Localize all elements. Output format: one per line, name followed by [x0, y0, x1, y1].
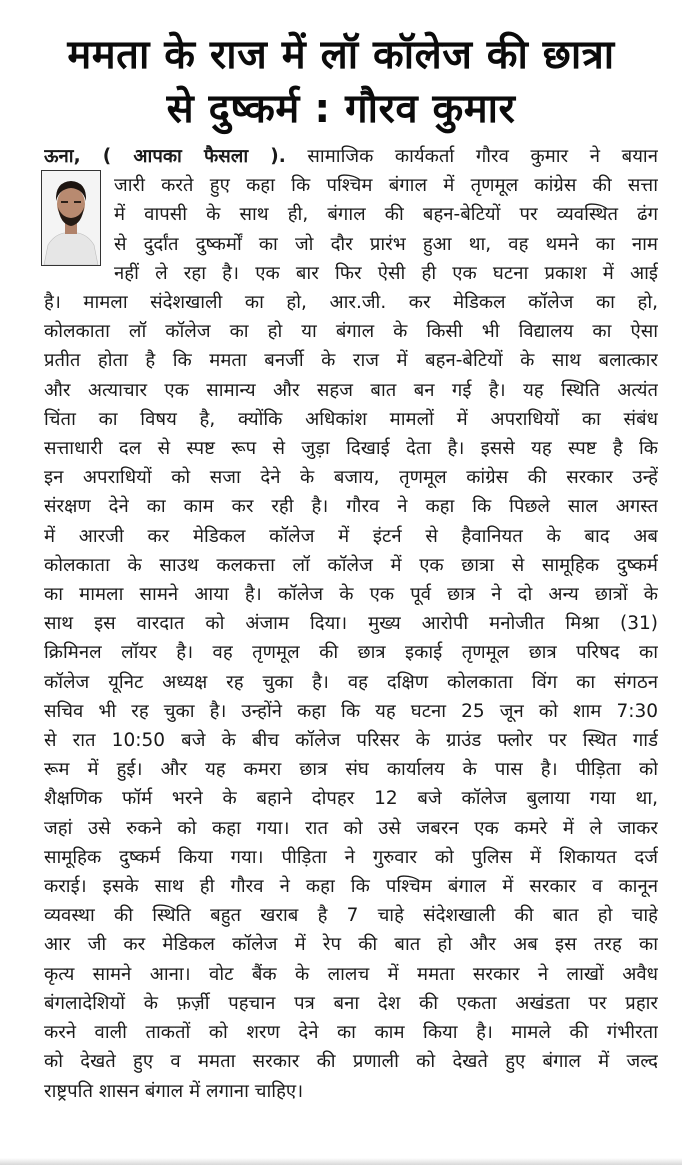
body-line-27: व्यवस्था की स्थिति बहुत खराब है 7 चाहे संदेशखाली की बात हो चाहे	[44, 905, 658, 927]
body-line-7: कोलकाता लॉ कॉलेज का हो या बंगाल के किसी भी विद्यालय का ऐसा	[44, 321, 658, 343]
body-line-24: जहां उसे रुकने को कहा गया। रात को उसे जबरन एक कमरे में ले जाकर	[44, 817, 658, 839]
next-article-cutoff	[0, 1158, 682, 1165]
body-line-1	[44, 142, 658, 171]
body-line-2: जारी करते हुए कहा कि पश्चिम बंगाल में तृणमूल कांग्रेस की सत्ता	[114, 175, 658, 197]
body-line-32: को देखते हुए व ममता सरकार की प्रणाली को देखते हुए बंगाल में जल्द	[44, 1051, 658, 1073]
body-line-13: संरक्षण देने का काम कर रही है। गौरव ने कहा कि पिछले साल अगस्त	[44, 496, 658, 518]
headline	[10, 28, 672, 136]
body-text: सामाजिक कार्यकर्ता गौरव कुमार ने बयान	[307, 146, 658, 167]
body-line-9: और अत्याचार एक सामान्य और सहज बात बन गई है। यह स्थिति अत्यंत	[44, 379, 658, 401]
body-line-25: सामूहिक दुष्कर्म किया गया। पीड़िता ने गुरुवार को पुलिस में शिकायत दर्ज	[44, 846, 658, 868]
article-body	[44, 142, 658, 1106]
body-line-6: है। मामला संदेशखाली का हो, आर.जी. कर मेडिकल कॉलेज का हो,	[44, 292, 658, 314]
headline-line-1: ममता के राज में लॉ कॉलेज की छात्रा	[67, 32, 615, 78]
body-line-3: में वापसी के साथ ही, बंगाल की बहन-बेटियों पर व्यवस्थित ढंग	[114, 204, 658, 226]
headline-line-2: से दुष्कर्म : गौरव कुमार	[166, 86, 516, 132]
body-line-29: कृत्य सामने आना। वोट बैंक के लालच में ममता सरकार ने लाखों अवैध	[44, 963, 658, 985]
body-line-17: साथ इस वारदात को अंजाम दिया। मुख्य आरोपी मनोजीत मिश्रा (31)	[44, 613, 658, 635]
body-line-14: में आरजी कर मेडिकल कॉलेज में इंटर्न से हैवानियत के बाद अब	[44, 525, 658, 547]
body-line-20: सचिव भी रह चुका है। उन्होंने कहा कि यह घटना 25 जून को शाम 7:30	[44, 700, 658, 722]
body-line-8: प्रतीत होता है कि ममता बनर्जी के राज में बहन-बेटियों के साथ बलात्कार	[44, 350, 658, 372]
body-line-30: बंगलादेशियों के फ़र्ज़ी पहचान पत्र बना देश की एकता अखंडता पर प्रहार	[44, 992, 658, 1014]
body-line-4: से दुर्दांत दुष्कर्मों का जो दौर प्रारंभ हुआ था, वह थमने का नाम	[114, 233, 658, 255]
dateline: ऊना, ( आपका फैसला ).	[44, 146, 286, 167]
body-line-33: राष्ट्रपति शासन बंगाल में लगाना चाहिए।	[44, 1080, 304, 1102]
body-line-26: कराई। इसके साथ ही गौरव ने कहा कि पश्चिम बंगाल में सरकार व कानून	[44, 876, 658, 898]
body-line-10: चिंता का विषय है, क्योंकि अधिकांश मामलों में अपराधियों का संबंध	[44, 408, 658, 430]
body-line-22: रूम में हुई। और यह कमरा छात्र संघ कार्यालय के पास है। पीड़िता को	[44, 759, 658, 781]
body-line-5: नहीं ले रहा है। एक बार फिर ऐसी ही एक घटना प्रकाश में आई	[114, 262, 658, 284]
body-line-19: कॉलेज यूनिट अध्यक्ष रह चुका है। वह दक्षिण कोलकाता विंग का संगठन	[44, 671, 658, 693]
body-line-31: करने वाली ताकतों को शरण देने का काम किया है। मामले की गंभीरता	[44, 1022, 658, 1044]
body-line-11: सत्ताधारी दल से स्पष्ट रूप से जुड़ा दिखाई देता है। इससे यह स्पष्ट है कि	[44, 438, 658, 460]
body-line-15: कोलकाता के साउथ कलकत्ता लॉ कॉलेज में एक छात्रा से सामूहिक दुष्कर्म	[44, 554, 658, 576]
body-line-28: आर जी कर मेडिकल कॉलेज में रेप की बात हो और अब इस तरह का	[44, 934, 658, 956]
body-line-16: का मामला सामने आया है। कॉलेज के एक पूर्व छात्र ने दो अन्य छात्रों के	[44, 584, 658, 606]
body-line-21: से रात 10:50 बजे के बीच कॉलेज परिसर के ग्राउंड फ्लोर पर स्थित गार्ड	[44, 730, 658, 752]
body-line-23: शैक्षणिक फॉर्म भरने के बहाने दोपहर 12 बजे कॉलेज बुलाया गया था,	[44, 788, 658, 810]
body-line-18: क्रिमिनल लॉयर है। वह तृणमूल की छात्र इकाई तृणमूल छात्र परिषद का	[44, 642, 658, 664]
body-line-12: इन अपराधियों को सजा देने के बजाय, तृणमूल कांग्रेस की सरकार उन्हें	[44, 467, 658, 489]
